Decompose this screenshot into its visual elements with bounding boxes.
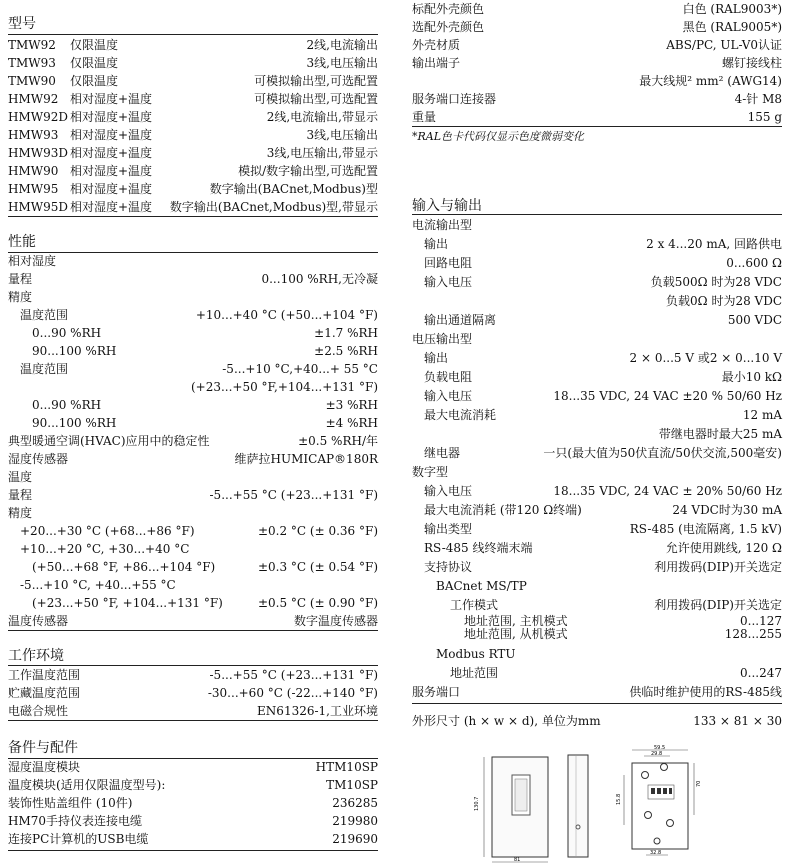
accessory-code: 219980 (332, 814, 378, 828)
io-label: 支持协议 (424, 560, 473, 574)
model-output: 可模拟输出型,可选配置 (254, 92, 378, 106)
performance-label: 温度传感器 (8, 614, 69, 628)
io-value: 供临时维护使用的RS-485线 (629, 685, 782, 699)
back-view-housing (632, 763, 688, 849)
performance-label: 温度范围 (20, 308, 69, 322)
model-measure: 相对湿度+温度 (70, 92, 153, 106)
io-label: 地址范围 (450, 666, 499, 680)
mechanical-note-text: *RAL色卡代码仅显示色度微弱变化 (412, 130, 585, 143)
io-row (412, 330, 782, 348)
accessory-row (8, 794, 378, 812)
model-output: 2线,电流输出,带显示 (266, 110, 378, 124)
mechanical-value: 螺钉接线柱 (721, 56, 782, 70)
model-output: 数字输出(BACnet,Modbus)型,带显示 (169, 200, 378, 214)
performance-value: -5...+55 °C (+23...+131 °F) (209, 488, 378, 502)
performance-row (8, 270, 378, 288)
environment-value: -30...+60 °C (-22...+140 °F) (207, 686, 378, 700)
io-label: 最大电流消耗 (424, 408, 497, 422)
model-code: HMW92 (8, 92, 59, 106)
model-output: 可模拟输出型,可选配置 (254, 74, 378, 88)
io-value: 带继电器时最大25 mA (658, 427, 782, 441)
performance-label: 温度 (8, 470, 33, 484)
performance-label: 量程 (8, 272, 33, 286)
performance-row (8, 288, 378, 306)
performance-row (8, 432, 378, 450)
model-row (8, 72, 378, 90)
performance-label: 90...100 %RH (32, 344, 117, 358)
environment-value: EN61326-1,工业环境 (257, 704, 378, 718)
performance-row (8, 306, 378, 324)
dim-81-label: 81 (514, 857, 521, 863)
model-output: 3线,电压输出,带显示 (266, 146, 378, 160)
accessory-row (8, 812, 378, 830)
io-row (412, 368, 782, 386)
io-label: 输出通道隔离 (424, 313, 497, 327)
dimensions-value: 133 × 81 × 30 (693, 714, 782, 728)
io-value: RS-485 (电流隔离, 1.5 kV) (629, 522, 782, 536)
model-row (8, 162, 378, 180)
model-row (8, 90, 378, 108)
performance-value: ±0.2 °C (± 0.36 °F) (257, 524, 378, 538)
performance-label: 0...90 %RH (32, 326, 102, 340)
accessory-code: 236285 (332, 796, 378, 810)
io-row (412, 216, 782, 234)
performance-label: 湿度传感器 (8, 452, 69, 466)
performance-row (8, 450, 378, 468)
model-section-title: 型号 (8, 16, 36, 32)
model-measure: 相对湿度+温度 (70, 164, 153, 178)
performance-row (8, 378, 378, 396)
io-row (412, 444, 782, 462)
mechanical-row (412, 108, 782, 126)
performance-label: +10...+20 °C, +30...+40 °C (20, 542, 190, 556)
io-row (412, 520, 782, 538)
front-view-inner (515, 779, 527, 811)
io-row (412, 482, 782, 500)
dimensions-row (412, 712, 782, 730)
dimensions-label: 外形尺寸 (h × w × d), 单位为mm (412, 714, 601, 728)
performance-label: 相对湿度 (8, 254, 57, 268)
accessory-name: 湿度温度模块 (8, 760, 81, 774)
io-label: 输入电压 (424, 389, 473, 403)
io-label: 输入电压 (424, 484, 473, 498)
io-value: 一只(最大值为50伏直流/50伏交流,500毫安) (543, 446, 782, 460)
mechanical-value: 白色 (RAL9003*) (682, 2, 782, 16)
performance-label: +20...+30 °C (+68...+86 °F) (20, 524, 195, 538)
environment-value: -5...+55 °C (+23...+131 °F) (209, 668, 378, 682)
io-row (412, 235, 782, 253)
accessory-name: HM70手持仪表连接电缆 (8, 814, 143, 828)
dim-15-8-label: 15.8 (616, 793, 622, 805)
environment-bottom-rule (8, 720, 378, 721)
io-value: 18...35 VDC, 24 VAC ± 20% 50/60 Hz (553, 484, 782, 498)
model-code: TMW90 (8, 74, 56, 88)
model-measure: 相对湿度+温度 (70, 128, 153, 142)
performance-value: -5...+10 °C,+40...+ 55 °C (222, 362, 378, 376)
environment-label: 贮藏温度范围 (8, 686, 81, 700)
performance-row (8, 324, 378, 342)
io-value: 负载500Ω 时为28 VDC (650, 275, 782, 289)
dim-29-8-label: 29.8 (651, 751, 663, 757)
dim-130-7-label: 130.7 (474, 796, 480, 811)
performance-row (8, 594, 378, 612)
accessory-code: HTM10SP (315, 760, 378, 774)
performance-row (8, 504, 378, 522)
io-label: 服务端口 (412, 685, 461, 699)
io-row (412, 539, 782, 557)
io-bottom-rule (412, 703, 782, 704)
dim-70-label: 70 (696, 780, 702, 787)
mechanical-value: ABS/PC, UL-V0认证 (666, 38, 782, 52)
model-measure: 相对湿度+温度 (70, 200, 153, 214)
io-row (412, 387, 782, 405)
model-output: 3线,电压输出 (306, 56, 378, 70)
performance-value: 维萨拉HUMICAP®180R (234, 452, 378, 466)
io-value: 2 × 0...5 V 或2 × 0...10 V (629, 351, 782, 365)
performance-row (8, 612, 378, 630)
mechanical-label: 重量 (412, 110, 437, 124)
performance-value: ±3 %RH (325, 398, 378, 412)
model-row (8, 198, 378, 216)
io-label: 最大电流消耗 (带120 Ω终端) (424, 503, 582, 517)
performance-row (8, 342, 378, 360)
mechanical-label: 标配外壳颜色 (412, 2, 485, 16)
accessories-bottom-rule (8, 850, 378, 851)
accessory-row (8, 758, 378, 776)
io-value: 利用拨码(DIP)开关选定 (654, 598, 782, 612)
performance-label: 90...100 %RH (32, 416, 117, 430)
io-value: 利用拨码(DIP)开关选定 (654, 560, 782, 574)
io-label: RS-485 线终端末端 (424, 541, 533, 555)
model-code: HMW90 (8, 164, 59, 178)
model-row (8, 36, 378, 54)
io-value: 128...255 (724, 627, 782, 641)
model-measure: 仅限温度 (70, 38, 119, 52)
performance-label: 温度范围 (20, 362, 69, 376)
io-value: 18...35 VDC, 24 VAC ±20 % 50/60 Hz (553, 389, 782, 403)
dimension-drawing (408, 745, 788, 865)
io-label: 回路电阻 (424, 256, 473, 270)
io-label: 输出类型 (424, 522, 473, 536)
dim-59-5-label: 59.5 (654, 745, 666, 751)
model-measure: 仅限温度 (70, 56, 119, 70)
model-title-rule (8, 34, 378, 35)
environment-section-title: 工作环境 (8, 648, 64, 664)
io-row (412, 501, 782, 519)
performance-label: 典型暖通空调(HVAC)应用中的稳定性 (8, 434, 210, 448)
model-output: 模拟/数字输出型,可选配置 (238, 164, 378, 178)
mechanical-value: 4-针 M8 (734, 92, 782, 106)
io-title-rule (412, 214, 782, 215)
io-label: 继电器 (424, 446, 461, 460)
accessory-name: 温度模块(适用仅限温度型号): (8, 778, 166, 792)
mechanical-label: 输出端子 (412, 56, 461, 70)
mechanical-bottom-rule (412, 126, 782, 127)
model-code: HMW93 (8, 128, 59, 142)
mechanical-row (412, 54, 782, 72)
io-label: 负载电阻 (424, 370, 473, 384)
io-label: 输入电压 (424, 275, 473, 289)
mechanical-row (412, 36, 782, 54)
mechanical-value: 最大线规² mm² (AWG14) (639, 74, 782, 88)
model-row (8, 54, 378, 72)
performance-row (8, 468, 378, 486)
performance-value: ±1.7 %RH (314, 326, 378, 340)
environment-label: 电磁合规性 (8, 704, 69, 718)
io-row (412, 664, 782, 682)
accessory-code: TM10SP (326, 778, 378, 792)
model-bottom-rule (8, 216, 378, 217)
io-row (412, 577, 782, 595)
io-value: 12 mA (742, 408, 782, 422)
performance-value: 0...100 %RH,无冷凝 (261, 272, 378, 286)
performance-label: 精度 (8, 506, 33, 520)
model-output: 3线,电压输出 (306, 128, 378, 142)
model-output: 数字输出(BACnet,Modbus)型 (209, 182, 378, 196)
mechanical-label: 外壳材质 (412, 38, 461, 52)
io-label: 电压输出型 (412, 332, 473, 346)
model-output: 2线,电流输出 (306, 38, 378, 52)
io-row (412, 292, 782, 310)
model-measure: 相对湿度+温度 (70, 110, 153, 124)
io-value: 500 VDC (727, 313, 782, 327)
mechanical-note (412, 128, 782, 146)
accessory-name: 装饰性贴盖组件 (10件) (8, 796, 133, 810)
mechanical-value: 黑色 (RAL9005*) (682, 20, 782, 34)
model-code: TMW92 (8, 38, 56, 52)
io-section-title: 输入与输出 (412, 198, 482, 214)
mechanical-label: 选配外壳颜色 (412, 20, 485, 34)
io-label: 输出 (424, 351, 449, 365)
performance-section-title: 性能 (8, 234, 36, 250)
io-row (412, 558, 782, 576)
model-code: HMW93D (8, 146, 68, 160)
io-label: 工作模式 (450, 598, 499, 612)
performance-value: ±4 %RH (325, 416, 378, 430)
performance-value: +10...+40 °C (+50...+104 °F) (195, 308, 378, 322)
performance-label: (+50...+68 °F, +86...+104 °F) (32, 560, 216, 574)
io-value: 0...600 Ω (726, 256, 782, 270)
performance-value: (+23...+50 °F,+104...+131 °F) (190, 380, 378, 394)
model-code: HMW95 (8, 182, 59, 196)
performance-label: 0...90 %RH (32, 398, 102, 412)
mechanical-row (412, 0, 782, 18)
performance-bottom-rule (8, 630, 378, 631)
io-value: 24 VDC时为30 mA (672, 503, 782, 517)
accessory-row (8, 776, 378, 794)
performance-row (8, 576, 378, 594)
performance-row (8, 414, 378, 432)
io-row (412, 683, 782, 701)
environment-row (8, 702, 378, 720)
side-view-housing (568, 755, 588, 857)
performance-row (8, 396, 378, 414)
performance-label: 精度 (8, 290, 33, 304)
io-row (412, 406, 782, 424)
model-code: TMW93 (8, 56, 56, 70)
io-row (412, 425, 782, 443)
performance-value: ±0.3 °C (± 0.54 °F) (257, 560, 378, 574)
io-label: 数字型 (412, 465, 449, 479)
performance-value: 数字温度传感器 (293, 614, 378, 628)
io-label: 地址范围, 主机模式 (464, 614, 568, 628)
mechanical-label: 服务端口连接器 (412, 92, 497, 106)
io-label: Modbus RTU (436, 647, 516, 661)
io-label: 输出 (424, 237, 449, 251)
accessory-row (8, 830, 378, 848)
model-measure: 相对湿度+温度 (70, 182, 153, 196)
model-row (8, 126, 378, 144)
io-value: 0...247 (740, 666, 782, 680)
performance-value: ±2.5 %RH (314, 344, 378, 358)
io-row (412, 645, 782, 663)
io-value: 2 x 4...20 mA, 回路供电 (646, 237, 782, 251)
accessory-name: 连接PC计算机的USB电缆 (8, 832, 149, 846)
io-row (412, 254, 782, 272)
performance-value: ±0.5 °C (± 0.90 °F) (257, 596, 378, 610)
performance-row (8, 522, 378, 540)
model-code: HMW95D (8, 200, 68, 214)
mechanical-row (412, 72, 782, 90)
io-label: BACnet MS/TP (436, 579, 527, 593)
io-value: 最小10 kΩ (721, 370, 782, 384)
environment-row (8, 666, 378, 684)
dim-32-8-label: 32.8 (650, 850, 662, 856)
model-row (8, 180, 378, 198)
performance-label: (+23...+50 °F, +104...+131 °F) (32, 596, 223, 610)
environment-row (8, 684, 378, 702)
mechanical-value: 155 g (747, 110, 782, 124)
io-value: 0...127 (740, 614, 782, 628)
io-row (412, 625, 782, 643)
accessory-code: 219690 (332, 832, 378, 846)
performance-value: ±0.5 %RH/年 (298, 434, 378, 448)
environment-label: 工作温度范围 (8, 668, 81, 682)
io-value: 负载0Ω 时为28 VDC (666, 294, 782, 308)
io-label: 地址范围, 从机模式 (464, 627, 568, 641)
performance-row (8, 360, 378, 378)
mechanical-row (412, 18, 782, 36)
io-label: 电流输出型 (412, 218, 473, 232)
io-row (412, 273, 782, 291)
model-row (8, 108, 378, 126)
performance-row (8, 252, 378, 270)
mechanical-row (412, 90, 782, 108)
performance-label: 量程 (8, 488, 33, 502)
io-row (412, 311, 782, 329)
model-code: HMW92D (8, 110, 68, 124)
performance-row (8, 486, 378, 504)
io-row (412, 349, 782, 367)
io-value: 允许使用跳线, 120 Ω (665, 541, 782, 555)
model-row (8, 144, 378, 162)
model-measure: 仅限温度 (70, 74, 119, 88)
performance-row (8, 558, 378, 576)
io-row (412, 463, 782, 481)
model-measure: 相对湿度+温度 (70, 146, 153, 160)
performance-row (8, 540, 378, 558)
performance-label: -5...+10 °C, +40...+55 °C (20, 578, 176, 592)
accessories-section-title: 备件与配件 (8, 740, 78, 756)
